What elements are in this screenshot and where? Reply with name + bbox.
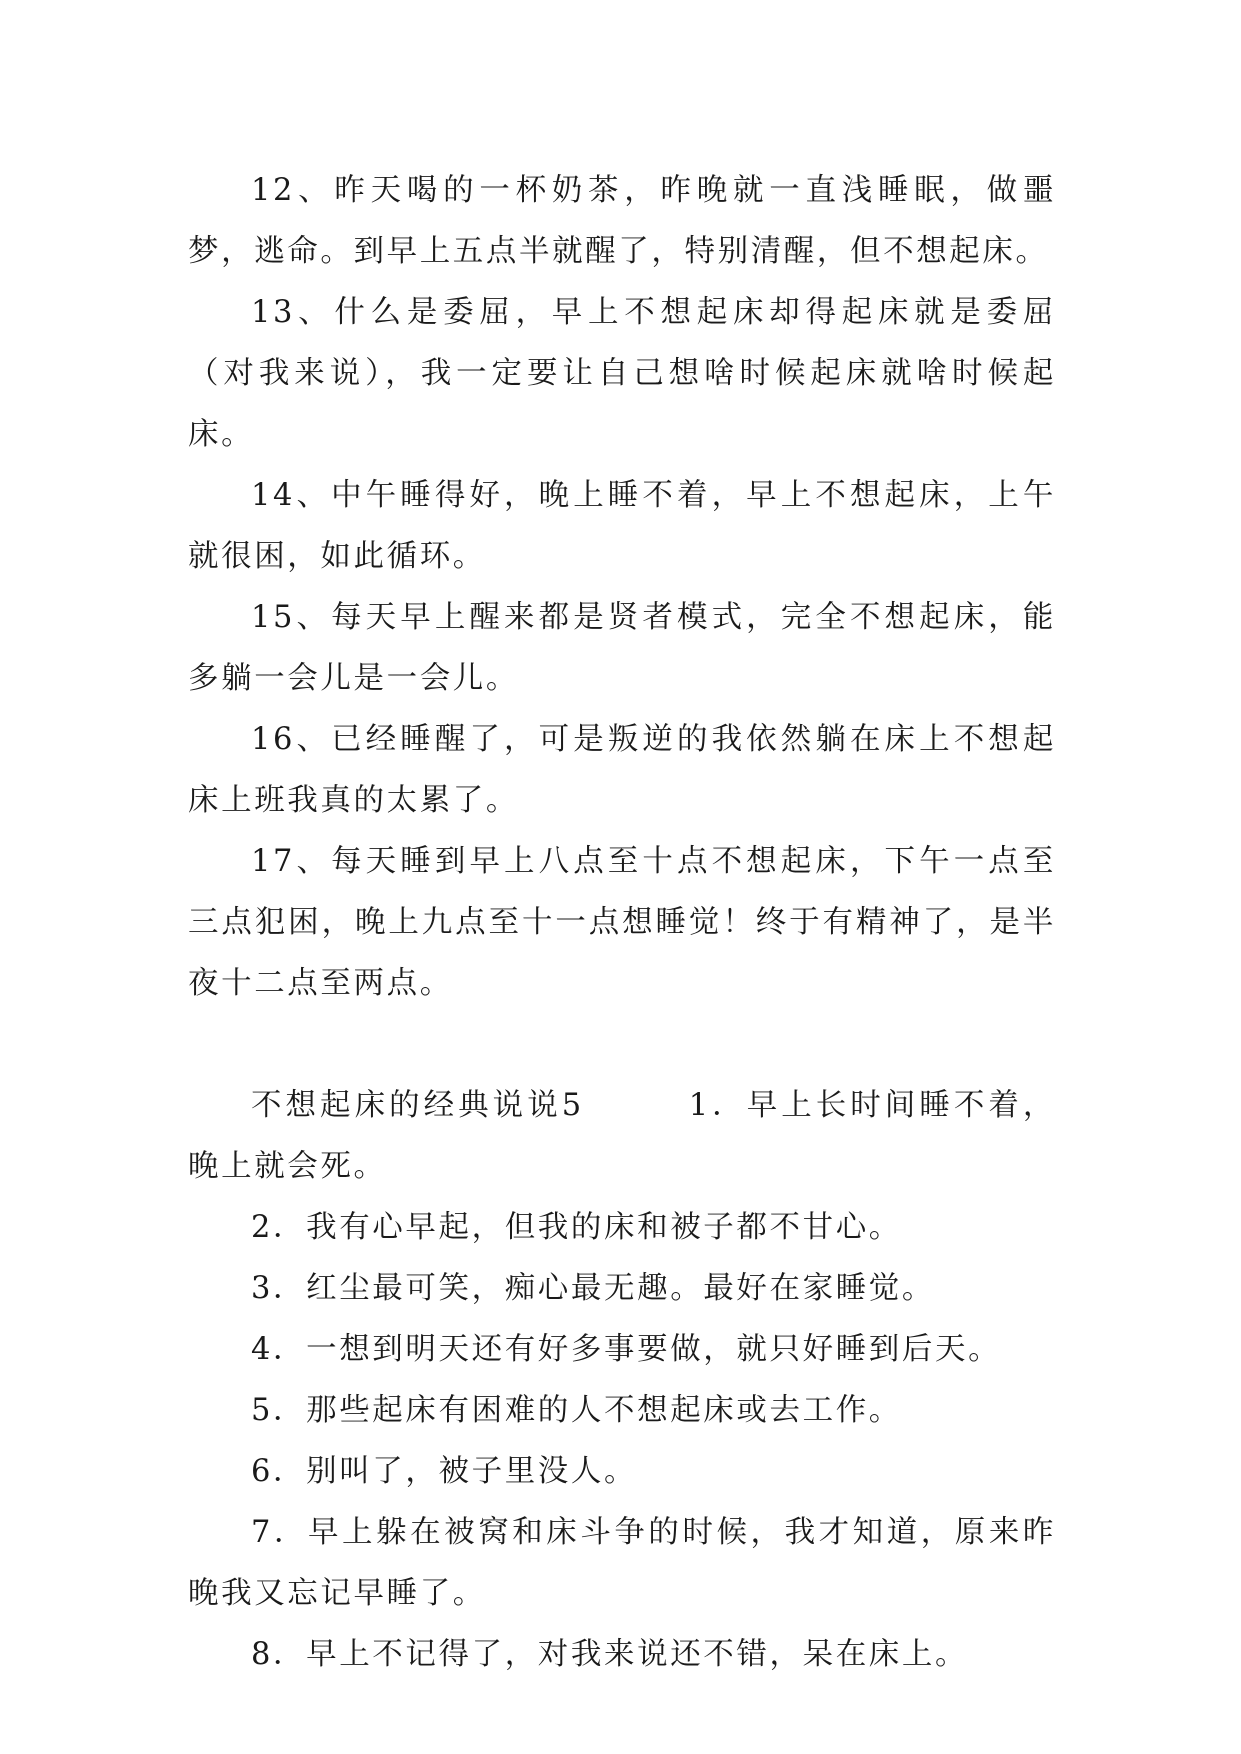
document-body xyxy=(188,160,1056,1685)
list-item-7: 7．早上躲在被窝和床斗争的时候，我才知道，原来昨晚我又忘记早睡了。 xyxy=(188,1515,1056,1611)
section-5-heading-paragraph: 不想起床的经典说说5 1．早上长时间睡不着，晚上就会死。 xyxy=(188,1088,1056,1184)
paragraph-15: 15、每天早上醒来都是贤者模式，完全不想起床，能多躺一会儿是一会儿。 xyxy=(188,600,1056,696)
paragraph-16: 16、已经睡醒了，可是叛逆的我依然躺在床上不想起床上班我真的太累了。 xyxy=(188,722,1056,818)
list-item-6: 6．别叫了，被子里没人。 xyxy=(251,1454,638,1489)
list-item-5: 5．那些起床有困难的人不想起床或去工作。 xyxy=(251,1393,902,1428)
list-item-4: 4．一想到明天还有好多事要做，就只好睡到后天。 xyxy=(251,1332,1002,1367)
list-item-3: 3．红尘最可笑，痴心最无趣。最好在家睡觉。 xyxy=(251,1271,936,1306)
list-item-8: 8．早上不记得了，对我来说还不错，呆在床上。 xyxy=(251,1637,969,1672)
paragraph-14: 14、中午睡得好，晚上睡不着，早上不想起床，上午就很困，如此循环。 xyxy=(188,478,1056,574)
list-item-2: 2．我有心早起，但我的床和被子都不甘心。 xyxy=(251,1210,902,1245)
paragraph-17: 17、每天睡到早上八点至十点不想起床，下午一点至三点犯困，晚上九点至十一点想睡觉！终于有精神了，是半夜十二点至两点。 xyxy=(188,844,1056,1001)
section-spacer xyxy=(188,1014,1056,1075)
paragraph-13: 13、什么是委屈，早上不想起床却得起床就是委屈（对我来说），我一定要让自己想啥时候起床就啥时候起床。 xyxy=(188,295,1056,452)
paragraph-12: 12、昨天喝的一杯奶茶，昨晚就一直浅睡眠，做噩梦，逃命。到早上五点半就醒了，特别清醒，但不想起床。 xyxy=(188,173,1056,269)
